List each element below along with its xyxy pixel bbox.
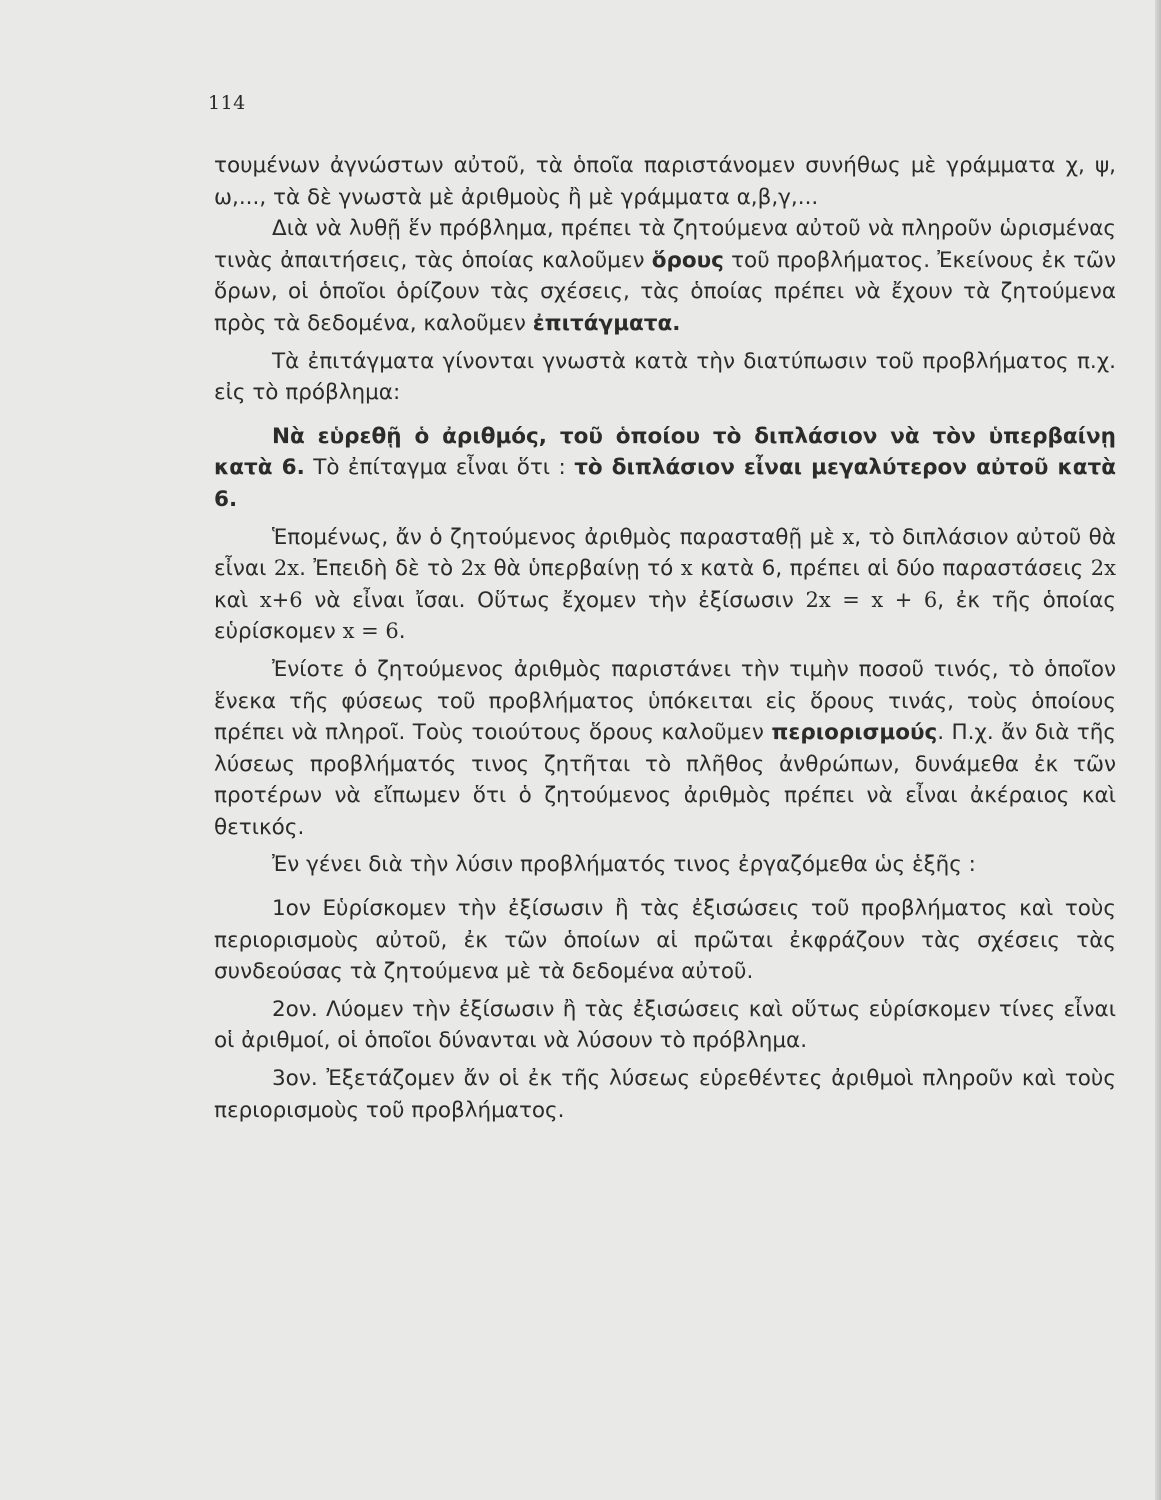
term-oroi: ὅρους xyxy=(651,247,724,273)
paragraph-5-text-i: κατὰ 6, πρέπει αἱ δύο παραστάσεις xyxy=(692,556,1091,582)
page-edge xyxy=(1155,0,1161,1500)
paragraph-5 xyxy=(214,522,1116,648)
paragraph-4 xyxy=(214,421,1116,516)
math-2x: 2x xyxy=(1090,556,1116,581)
step-1 xyxy=(214,893,1116,988)
paragraph-2-text-a: Διὰ νὰ λυθῇ ἕν πρόβλημα, πρέπει τὰ ζητούμενα αὐτοῦ νὰ πληροῦν ὡρισμένας τινὰς ἀπαιτήσεις, τὰς ὁποίας καλοῦμεν xyxy=(214,216,1116,273)
paragraph-6-text-c: . Π.χ. ἄν διὰ τῆς λύσεως προβλήματός τινος ζητῆται τὸ πλῆθος ἀνθρώπων, δυνάμεθα ἐκ τῶν προτέρων νὰ εἴπωμεν ὅτι ὁ ζητούμενος ἀριθμὸς πρέπει νὰ εἶναι ἀκέραιος καὶ θετικός. xyxy=(214,720,1116,840)
math-x: x xyxy=(680,556,693,581)
paragraph-3-text: Τὰ ἐπιτάγματα γίνονται γνωστὰ κατὰ τὴν διατύπωσιν τοῦ προβλήματος π.χ. εἰς τὸ πρόβλημα: xyxy=(214,348,1116,406)
math-x: x xyxy=(842,524,855,549)
body-text xyxy=(214,150,1116,1126)
math-equation: 2x = x + 6 xyxy=(805,587,938,612)
paragraph-5-text-e: . Ἐπειδὴ δὲ τὸ xyxy=(299,556,461,582)
math-solution: x = 6 xyxy=(342,619,399,644)
paragraph-5-text-c: , τὸ διπλάσιον αὐτοῦ θὰ εἶναι xyxy=(214,524,1116,582)
paragraph-6 xyxy=(214,654,1116,844)
math-2x: 2x xyxy=(273,556,300,581)
paragraph-4-text-b: Τὸ ἐπίταγμα εἶναι ὅτι : xyxy=(304,455,575,481)
paragraph-2 xyxy=(214,213,1116,339)
paragraph-5-text-o: , ἐκ τῆς ὁποίας εὑρίσκομεν xyxy=(214,587,1117,645)
math-x-plus-6: x+6 xyxy=(259,587,303,612)
paragraph-2-text-c: τοῦ προβλήματος. Ἐκείνους ἐκ τῶν ὅρων, οἱ ὁποῖοι ὁρίζουν τὰς σχέσεις, τὰς ὁποίας πρέπει νὰ ἔχουν τὰ ζητούμενα πρὸς τὰ δεδομένα, καλοῦμεν xyxy=(214,247,1116,336)
paragraph-1 xyxy=(214,150,1116,213)
example-problem-statement: Νὰ εὑρεθῇ ὁ ἀριθμός, τοῦ ὁποίου τὸ διπλάσιον νὰ τὸν ὑπερβαίνῃ κατὰ 6. xyxy=(214,423,1116,481)
step-2-text: 2ον. Λύομεν τὴν ἐξίσωσιν ἢ τὰς ἐξισώσεις καὶ οὕτως εὑρίσκομεν τίνες εἶναι οἱ ἀριθμοί, οἱ ὁποῖοι δύνανται νὰ λύσουν τὸ πρόβλημα. xyxy=(214,996,1116,1054)
paragraph-1-text: τουμένων ἀγνώστων αὐτοῦ, τὰ ὁποῖα παριστάνομεν συνήθως μὲ γράμματα χ, ψ, ω,..., τὰ δὲ γνωστὰ μὲ ἀριθμοὺς ἢ μὲ γράμματα α,β,γ,... xyxy=(214,153,1116,210)
paragraph-7 xyxy=(214,849,1116,881)
paragraph-7-text: Ἐν γένει διὰ τὴν λύσιν προβλήματός τινος ἐργαζόμεθα ὡς ἑξῆς : xyxy=(272,852,976,878)
paragraph-5-text-k: καὶ xyxy=(214,587,260,613)
step-2 xyxy=(214,994,1116,1057)
paragraph-5-text-g: θὰ ὑπερβαίνῃ τό xyxy=(485,556,681,582)
example-epitagma: τὸ διπλάσιον εἶναι μεγαλύτερον αὐτοῦ κατὰ 6. xyxy=(214,455,1116,512)
step-1-text: 1ον Εὑρίσκομεν τὴν ἐξίσωσιν ἢ τὰς ἐξισώσεις τοῦ προβλήματος καὶ τοὺς περιορισμοὺς αὐτοῦ, ἐκ τῶν ὁποίων αἱ πρῶται ἐκφράζουν τὰς σχέσεις τὰς συνδεούσας τὰ ζητούμενα μὲ τὰ δεδομένα αὐτοῦ. xyxy=(214,896,1116,985)
page-number: 114 xyxy=(208,92,246,114)
step-3-text: 3ον. Ἐξετάζομεν ἄν οἱ ἐκ τῆς λύσεως εὑρεθέντες ἀριθμοὶ πληροῦν καὶ τοὺς περιορισμοὺς τοῦ προβλήματος. xyxy=(214,1066,1116,1123)
paragraph-5-text-m: νὰ εἶναι ἴσαι. Οὕτως ἔχομεν τὴν ἐξίσωσιν xyxy=(302,587,806,613)
paragraph-6-text-a: Ἐνίοτε ὁ ζητούμενος ἀριθμὸς παριστάνει τὴν τιμὴν ποσοῦ τινός, τὸ ὁποῖον ἕνεκα τῆς φύσεως τοῦ προβλήματος ὑπόκειται εἰς ὅρους τινάς, τοὺς ὁποίους πρέπει νὰ πληροῖ. Τοὺς τοιούτους ὅρους καλοῦμεν xyxy=(214,656,1116,746)
step-3 xyxy=(214,1063,1116,1126)
paragraph-5-text-q: . xyxy=(398,619,406,645)
paragraph-3 xyxy=(214,346,1116,409)
term-epitagmata: ἐπιτάγματα. xyxy=(532,310,681,336)
paragraph-5-text-a: Ἑπομένως, ἄν ὁ ζητούμενος ἀριθμὸς παρασταθῇ μὲ xyxy=(272,524,843,550)
math-2x: 2x xyxy=(460,556,486,581)
term-periorismoi: περιορισμούς xyxy=(771,720,938,746)
